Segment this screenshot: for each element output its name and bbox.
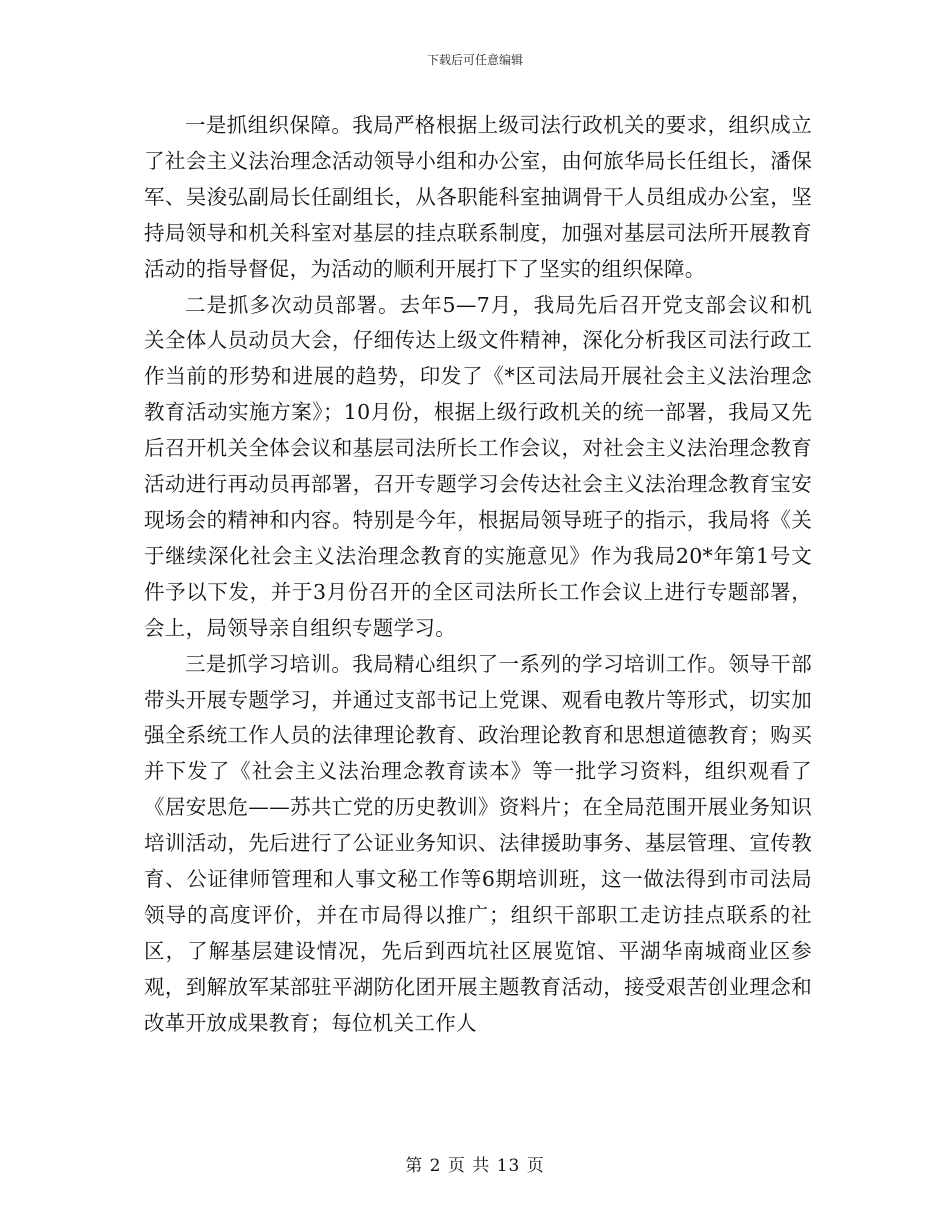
footer-label-total: 共 bbox=[472, 1156, 491, 1176]
page-header: 下载后可任意编辑 bbox=[426, 53, 523, 67]
paragraph-mobilization: 二是抓多次动员部署。去年5—7月，我局先后召开党支部会议和机关全体人员动员大会，仔细传达上级文件精神，深化分析我区司法行政工作当前的形势和进展的趋势，印发了《*区司法局开展社会主义法治理念教育活动实施方案》；10月份，根据上级行政机关的统一部署，我局又先后召开机关全体会议和基层司法所长工作会议，对社会主义法治理念教育活动进行再动员再部署，召开专题学习会传达社会主义法治理念教育宝安现场会的精神和内容。特别是今年，根据局领导班子的指示，我局将《关于继续深化社会主义法治理念教育的实施意见》作为我局20*年第1号文件予以下发，并于3月份召开的全区司法所长工作会议上进行专题部署，会上，局领导亲自组织专题学习。 bbox=[144, 292, 812, 640]
footer-current-page: 2 bbox=[429, 1156, 442, 1176]
footer-label-unit: 页 bbox=[447, 1156, 466, 1176]
footer-label-page: 第 bbox=[405, 1156, 424, 1176]
footer-total-pages: 13 bbox=[496, 1156, 521, 1176]
paragraph-training: 三是抓学习培训。我局精心组织了一系列的学习培训工作。领导干部带头开展专题学习，并通过支部书记上党课、观看电教片等形式，切实加强全系统工作人员的法律理论教育、政治理论教育和思想道德教育；购买并下发了《社会主义法治理念教育读本》等一批学习资料，组织观看了《居安思危——苏共亡党的历史教训》资料片；在全局范围开展业务知识培训活动，先后进行了公证业务知识、法律援助事务、基层管理、宣传教育、公证律师管理和人事文秘工作等6期培训班，这一做法得到市司法局领导的高度评价，并在市局得以推广；组织干部职工走访挂点联系的社区，了解基层建设情况，先后到西坑社区展览馆、平湖华南城商业区参观，到解放军某部驻平湖防化团开展主题教育活动，接受艰苦创业理念和改革开放成果教育；每位机关工作人 bbox=[144, 651, 812, 1035]
footer-label-unit-end: 页 bbox=[526, 1156, 545, 1176]
page-number-footer bbox=[0, 1155, 950, 1177]
document-body bbox=[144, 108, 812, 1042]
paragraph-organization: 一是抓组织保障。我局严格根据上级司法行政机关的要求，组织成立了社会主义法治理念活动领导小组和办公室，由何旅华局长任组长，潘保军、吴浚弘副局长任副组长，从各职能科室抽调骨干人员组成办公室，坚持局领导和机关科室对基层的挂点联系制度，加强对基层司法所开展教育活动的指导督促，为活动的顺利开展打下了坚实的组织保障。 bbox=[144, 113, 812, 281]
